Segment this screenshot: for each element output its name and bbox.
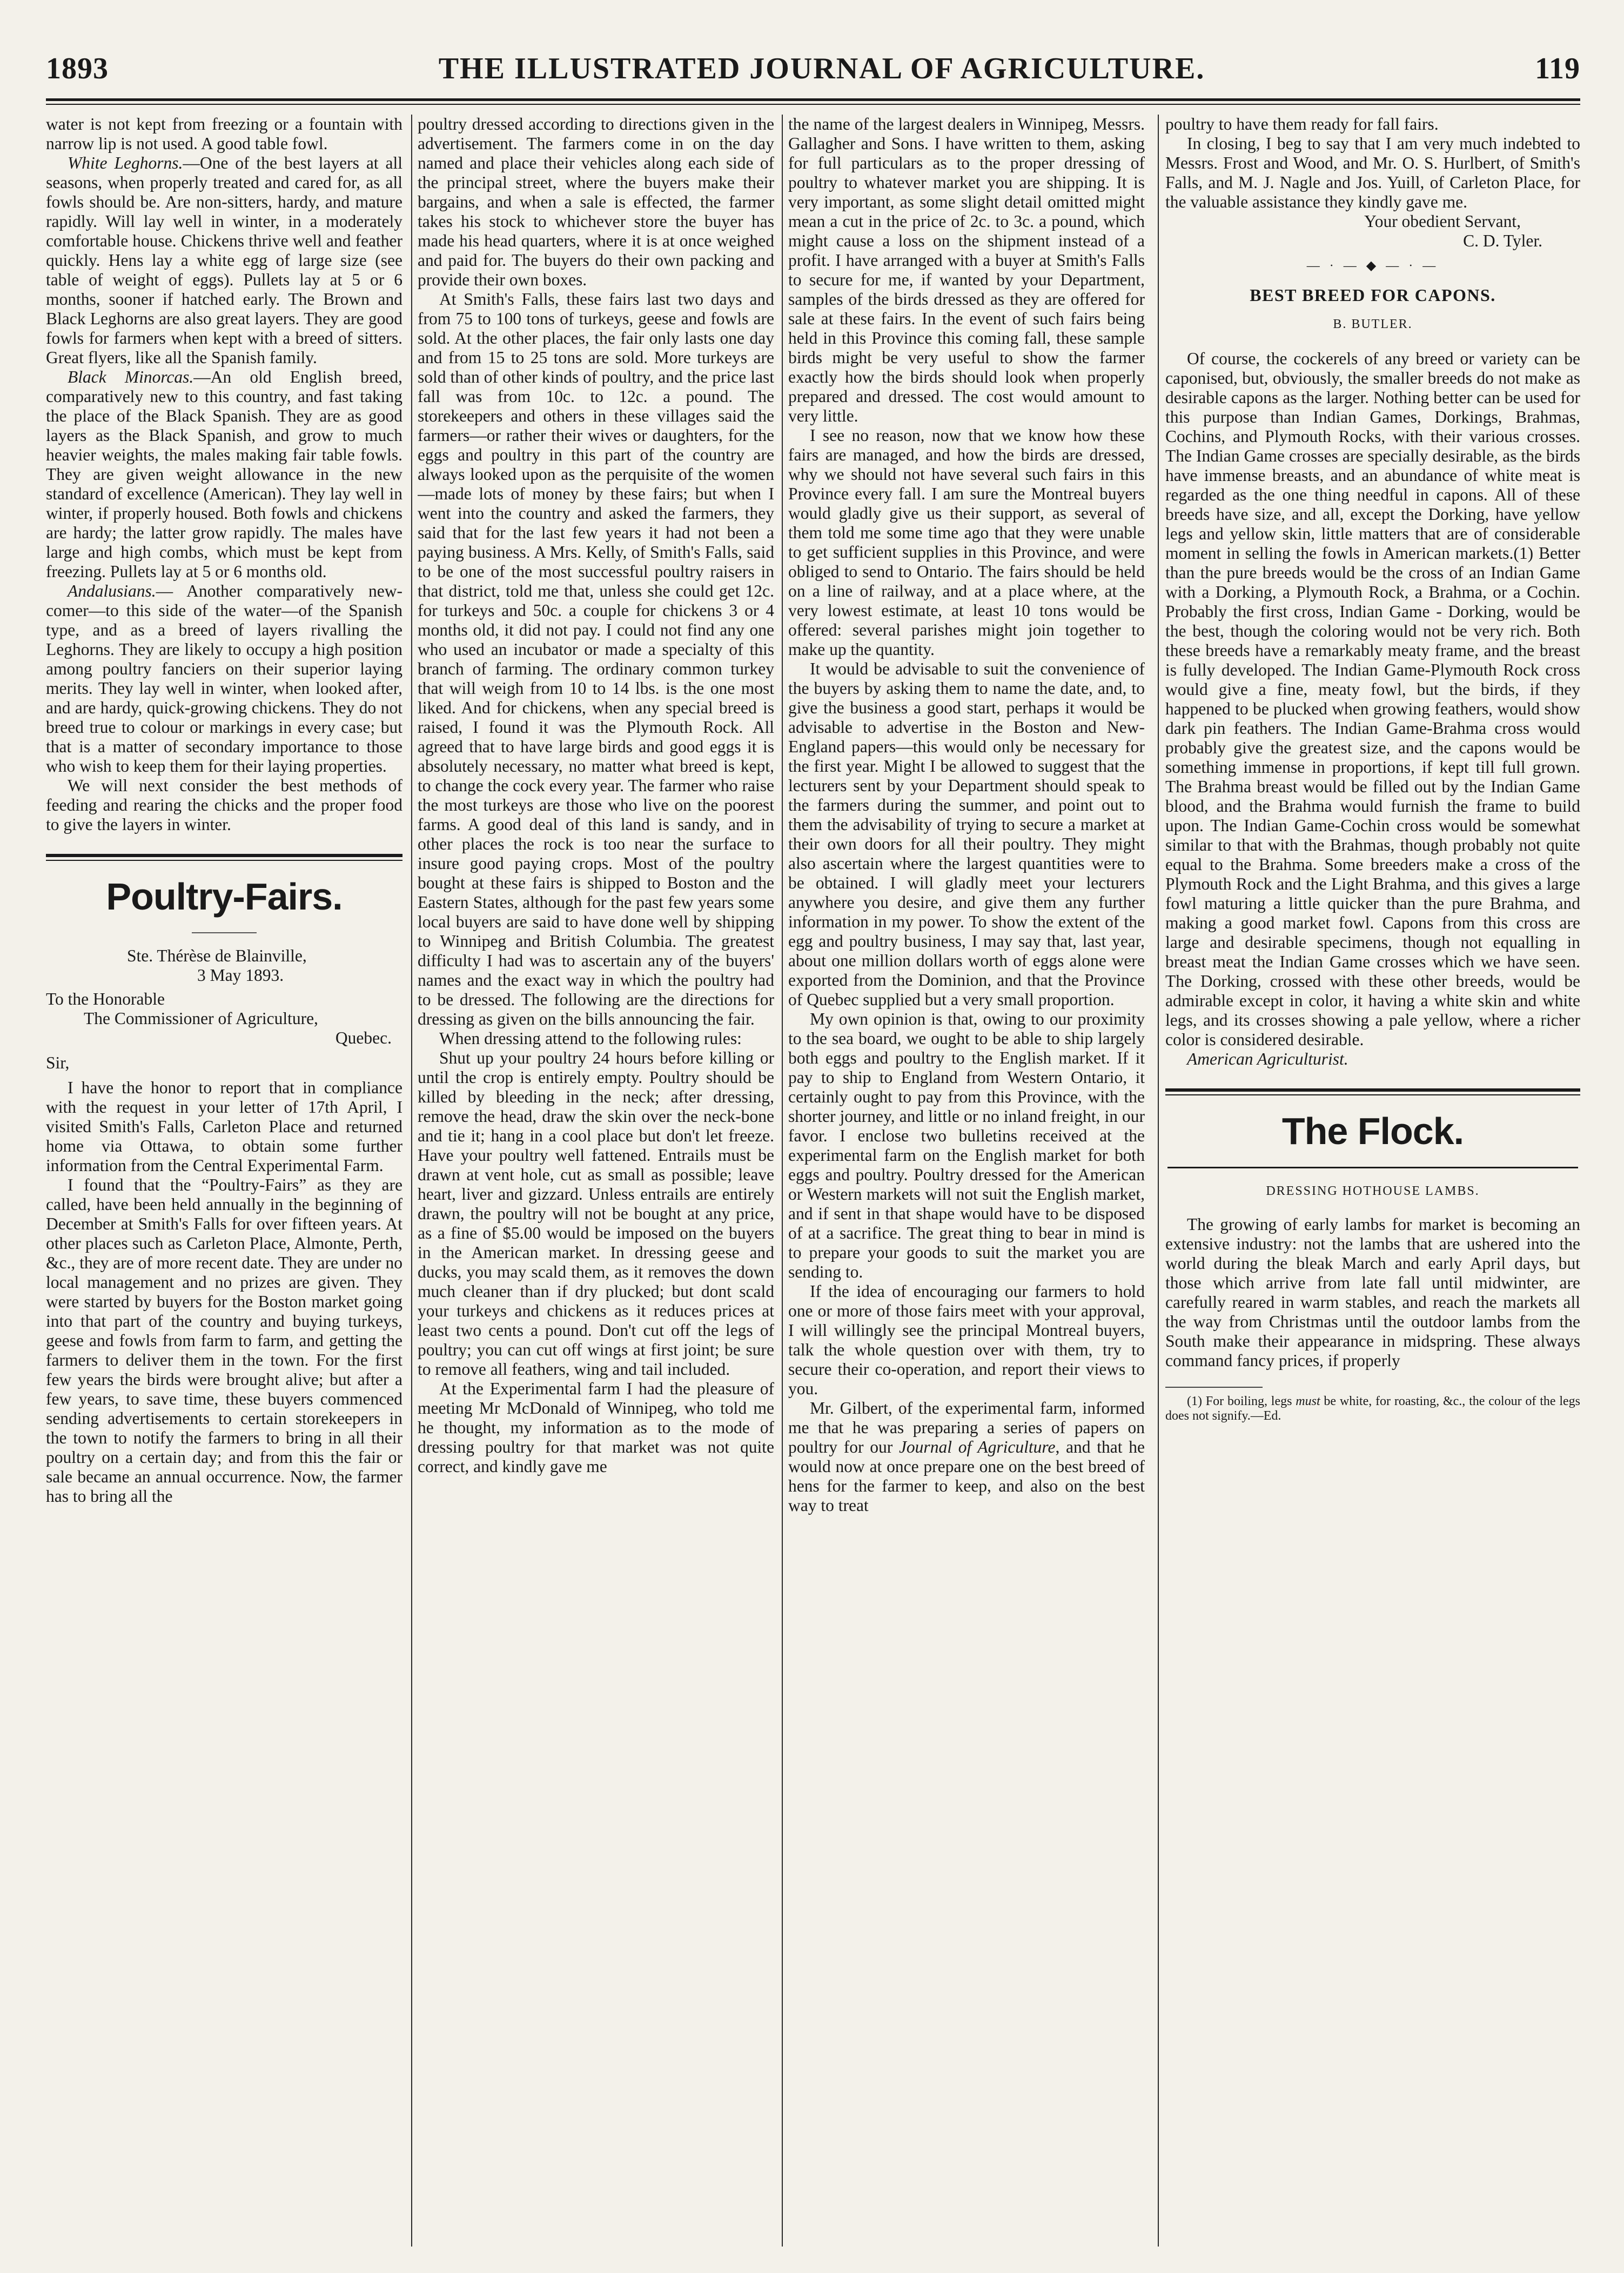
breed-name: Andalusians. (68, 581, 156, 600)
breed-name: White Leghorns. (68, 153, 183, 172)
sub-heading: DRESSING HOTHOUSE LAMBS. (1266, 1184, 1480, 1198)
section-rule (46, 854, 402, 857)
column-1 (46, 115, 402, 2255)
paragraph: water is not kept from freezing or a fountain with narrow lip is not used. A good table fowl. (46, 115, 402, 153)
letter-date: 3 May 1893. (197, 966, 284, 985)
footnote (1165, 1394, 1580, 1423)
paragraph: At the Experimental farm I had the pleasure of meeting Mr McDonald of Winnipeg, who told me he thought, my information as to the mode of dressing poultry for that market was not quite correct, and kindly gave me (418, 1379, 774, 1476)
signature: C. D. Tyler. (1463, 231, 1542, 250)
letter-addressee: To the Honorable (46, 990, 165, 1008)
paragraph: I have the honor to report that in compliance with the request in your letter of 17th April, I visited Smith's Falls, Carleton Place and returned home via Ottawa, to obtain some further information from the Central Experimental Farm. (46, 1078, 402, 1175)
paragraph: In closing, I beg to say that I am very much indebted to Messrs. Frost and Wood, and Mr. O. S. Hurlbert, of Smith's Falls, and M. J. Nagle and Jos. Yuill, of Carleton Place, for the valuable assistance they kindly gave me. (1165, 134, 1580, 211)
paragraph: the name of the largest dealers in Winnipeg, Messrs. Gallagher and Sons. I have written to them, asking for full particulars as to the proper dressing of poultry to whatever market you are shipping. It is very important, as some slight detail omitted might mean a cut in the price of 2c. to 3c. a pound, which might cause a loss on the shipment instead of a profit. I have arranged with a buyer at Smith's Falls to secure for me, if wanted by your Department, samples of the birds dressed as they are offered for sale at these fairs. In the event of such fairs being held in this Province this coming fall, these sample birds might be very useful to show the farmer exactly how the birds should look when properly prepared and dressed. The cost would amount to very little. (788, 115, 1145, 425)
page-number: 119 (1535, 52, 1580, 85)
paragraph: My own opinion is that, owing to our proximity to the sea board, we ought to be able to ship largely both eggs and poultry to the English market. If it pay to ship to England from Western Ontario, it certainly ought to pay from this Province, with the shorter journey, and little or no inland freight, in our favor. I enclose two bulletins received at the experimental farm on the English market for both eggs and poultry. Poultry dressed for the American or Western markets will not suit the English market, and if sent in that shape would have to be disposed of at a sacrifice. The great thing to bear in mind is to prepare your goods to suit the market you are sending to. (788, 1010, 1145, 1281)
divider: — · — ◆ — · — (1306, 259, 1439, 273)
header-rule (46, 98, 1580, 101)
paragraph: At Smith's Falls, these fairs last two days and from 75 to 100 tons of turkeys, geese and fowls are sold. At the other places, the fair only lasts one day and from 15 to 25 tons are sold. More turkeys are sold than of other kinds of poultry, and the price last fall was from 10c. to 12c. a pound. The storekeepers and others in these villages said the farmers—or rather their wives or daughters, for the eggs and poultry in this part of the country are always looked upon as the perquisite of the women—made lots of money by these fairs; but when I went into the country and asked the farmers, they said that for the last few years it had not been a paying business. A Mrs. Kelly, of Smith's Falls, said to be one of the most successful poultry raisers in that district, told me that, unless she could get 12c. for turkeys and 50c. a couple for chickens 3 or 4 months old, it did not pay. I could not find any one who used an incubator or made a specialty of this branch of farming. The ordinary common turkey that will weigh from 10 to 14 lbs. is the one most liked. And for chickens, when any special breed is raised, I found it was the Plymouth Rock. All agreed that to have large birds and good eggs it is absolutely necessary, no matter what breed is kept, to change the cock every year. The farmer who raise the most turkeys are those who live on the poorest farms. A good deal of this land is sandy, and in other places the rock is too near the surface to insure good paying crops. Most of the poultry bought at these fairs is shipped to Boston and the Eastern States, although for the past few years some local buyers are said to have done well by shipping to Winnipeg and British Columbia. The greatest difficulty I had was to ascertain any of the buyers' names and the exact way in which the poultry had to be dressed. The following are the directions for dressing as given on the bills announcing the fair. (418, 290, 774, 1028)
section-rule-thin (46, 860, 402, 861)
journal-name: Journal of Agriculture (898, 1438, 1056, 1456)
paragraph: When dressing attend to the following rules: (439, 1029, 742, 1048)
running-head (46, 51, 1580, 95)
heading-underline (192, 932, 257, 933)
section-rule (1165, 1088, 1580, 1092)
year: 1893 (46, 52, 109, 85)
byline: B. BUTLER. (1333, 317, 1413, 331)
paragraph (46, 153, 402, 367)
journal-title: THE ILLUSTRATED JOURNAL OF AGRICULTURE. (438, 52, 1205, 85)
paragraph: Of course, the cockerels of any breed or variety can be caponised, but, obviously, the smaller breeds do not make as desirable capons as the larger. Nothing better can be used for this purpose than Indian Games, Dorkings, Brahmas, Cochins, and Plymouth Rocks, with their various crosses. The Indian Game crosses are specially desirable, as the birds have immense breasts, and an abundance of white meat is regarded as the one thing needful in capons. All of these breeds have size, and all, except the Dorking, have yellow legs and yellow skin, little matters that are of considerable moment in selling the fowls in American markets.(1) Better than the pure breeds would be the cross of an Indian Game with a Dorking, a Plymouth Rock, a Brahma, or a Cochin. Probably the first cross, Indian Game - Dorking, would be the best, though the coloring would not be very rich. Both these breeds have a remarkably meaty frame, and the breast is fully developed. The Indian Game-Plymouth Rock cross would give a fine, meaty fowl, but the birds, if they happened to be plucked when growing feathers, would show dark pin feathers. The Indian Game-Brahma cross would probably give the greatest size, and the capons would be something immense in proportions, if kept till full grown. The Brahma breast would be filled out by the Indian Game blood, and the Brahma would furnish the frame to build upon. The Indian Game-Cochin cross would be somewhat similar to that with the Brahmas, though probably not quite equal to the Brahma. Some breeders make a cross of the Plymouth Rock and the Light Brahma, and this gives a large fowl maturing a little quicker than the pure Brahma, and making a good market fowl. Capons from this cross are large and desirable specimens, though not equalling in breast meat the Indian Game crosses which we have seen. The Dorking, crossed with these other breeds, would be admirable except in color, it having a white skin and white legs, and its crosses showing a pale yellow, where a richer color is considered desirable. (1165, 349, 1580, 1049)
column-4 (1165, 115, 1580, 2255)
letter-place: Ste. Thérèse de Blainville, (127, 946, 307, 965)
paragraph-text: —An old English breed, comparatively new to this country, and fast taking the place of the Black Spanish. They are as good layers as the Black Spanish, and grow to much heavier weights, the males making fair table fowls. They are given weight allowance in the new standard of excellence (American). They lay well in winter, if properly housed. Both fowls and chickens are hardy; the latter grow rapidly. The males have large and high combs, which must be kept from freezing. Pullets lay at 5 or 6 months old. (46, 367, 402, 581)
section-heading: Poultry-Fairs. (106, 875, 343, 918)
paragraph: I see no reason, now that we know how these fairs are managed, and how the birds are dressed, why we should not have several such fairs in this Province every fall. I am sure the Montreal buyers would gladly give us their support, as several of them told me some time ago that they were unable to get sufficient supplies in this Province, and were obliged to send to Ontario. The fairs should be held on a line of railway, and at a place where, at the very lowest estimate, at least 10 tons would be offered: several parishes might join together to make up the quantity. (788, 426, 1145, 659)
salutation: Sir, (46, 1053, 70, 1072)
column-rule (411, 115, 412, 2247)
source-text: American Agriculturist. (1187, 1049, 1348, 1068)
paragraph: Shut up your poultry 24 hours before killing or until the crop is entirely empty. Poultry should be killed by bleeding in the neck; after dressing, remove the head, draw the skin over the neck-bone and tie it; hang in a cool place but don't let freeze. Have your poultry well fattened. Entrails must be drawn at vent hole, cut as small as possible; leave heart, liver and gizzard. Unless entrails are entirely drawn, the poultry will not be bought at any price, as a fine of $5.00 would be imposed on the buyers in the American market. In dressing geese and ducks, you may scald them, as it removes the down much cleaner than if dry plucked; but dont scald your turkeys and chickens as it reduces prices at least two cents a pound. Don't cut off the legs of poultry; you can cut off wings at first joint; be sure to remove all feathers, wing and tail included. (418, 1048, 774, 1379)
column-rule (1158, 115, 1159, 2247)
section-heading: The Flock. (1281, 1110, 1464, 1152)
column-2 (418, 115, 774, 2255)
breed-name: Black Minorcas. (68, 367, 194, 386)
source-credit (1165, 1049, 1580, 1069)
letter-addressee: The Commissioner of Agriculture, (84, 1009, 318, 1028)
footnote-text: be white, for roasting, &c., the colour of the legs does not signify.—Ed. (1165, 1394, 1580, 1423)
paragraph (788, 1399, 1145, 1515)
paragraph-text: —One of the best layers at all seasons, when properly treated and cared for, as all fowls should be. Are non-sitters, hardy, and mature rapidly. Will lay well in winter, in a moderately comfortable house. Chickens thrive well and feather quickly. Hens lay a white egg of large size (see table of weight of eggs). Pullets lay at 5 or 6 months, sooner if hatched early. The Brown and Black Leghorns are also great layers. They are good fowls for farmers when kept with a breed of sitters. Great flyers, like all the Spanish family. (46, 153, 402, 367)
footnote-emphasis: must (1296, 1394, 1320, 1408)
paragraph: We will next consider the best methods of feeding and rearing the chicks and the proper food to give the layers in winter. (46, 776, 402, 834)
paragraph: It would be advisable to suit the convenience of the buyers by asking them to name the date, and, to give the business a good start, perhaps it would be advisable to advertise in the Boston and New-England papers—this would only be necessary for the first year. Might I be allowed to suggest that the lecturers sent by your Department should speak to the farmers during the summer, and point out to them the advisability of trying to secure a market at their own doors for all their poultry. They might also ascertain where the largest quantities were to be obtained. I will gladly meet your lecturers anywhere you desire, and give them any further information in my power. To show the extent of the egg and poultry business, I may say that, last year, about one million dollars worth of eggs alone were exported from the Dominion, and that the Province of Quebec supplied but a very small proportion. (788, 659, 1145, 1009)
footnote-rule (1165, 1387, 1263, 1388)
paragraph-text: — Another comparatively new-comer—to this side of the water—of the Spanish type, and as a breed of layers rivalling the Leghorns. They are likely to occupy a high position among poultry fanciers on their superior laying merits. They lay well in winter, when looked after, and are hardy, quick-growing chickens. They do not breed true to colour or markings in every case; but that is a matter of secondary importance to those who wish to keep them for their laying properties. (46, 581, 402, 776)
paragraph (46, 581, 402, 776)
article-heading: BEST BREED FOR CAPONS. (1250, 285, 1496, 305)
paragraph: If the idea of encouraging our farmers to hold one or more of those fairs meet with your approval, I will willingly see the principal Montreal buyers, talk the whole question over with them, try to secure their co-operation, and report their views to you. (788, 1282, 1145, 1398)
section-rule-thin (1165, 1094, 1580, 1095)
column-3 (788, 115, 1145, 2255)
header-rule-thin (46, 104, 1580, 105)
paragraph: The growing of early lambs for market is becoming an extensive industry: not the lambs that are ushered into the world during the bleak March and early April days, but those which arrive from late fall until midwinter, are carefully reared in warm stables, and reach the markets all the way from Christmas until the outdoor lambs from the South make their appearance in midspring. These always command fancy prices, if properly (1165, 1215, 1580, 1370)
column-rule (782, 115, 783, 2247)
paragraph: I found that the “Poultry-Fairs” as they are called, have been held annually in the beginning of December at Smith's Falls for over fifteen years. At other places such as Carleton Place, Almonte, Perth, &c., they are of more recent date. They are under no local management and no prizes are given. They were started by buyers for the Boston market going into that part of the country and buying turkeys, geese and fowls from farm to farm, and getting the farmers to deliver them in the town. For the first few years the birds were brought alive; but after a few years, to save time, these buyers commenced sending advertisements to certain storekeepers in the town to notify the farmers to bring in all their poultry on a certain day; and from this the fair or sale became an annual occurrence. Now, the farmer has to bring all the (46, 1175, 402, 1506)
paragraph-text: , and that he would now at once prepare one on the best breed of hens for the farmer to keep, and also on the best way to treat (788, 1438, 1145, 1515)
footnote-text: (1) For boiling, legs (1187, 1394, 1296, 1408)
paragraph: poultry dressed according to directions given in the advertisement. The farmers come in on the day named and place their vehicles along each side of the principal street, where the buyers make their bargains, and when a sale is effected, the farmer takes his stock to whichever store the buyer has made his head quarters, where it is at once weighed and paid for. The buyers do their own packing and provide their own boxes. (418, 115, 774, 289)
paragraph-text: Mr. Gilbert, of the experimental farm, informed me that he was preparing a series of papers on poultry for our (788, 1399, 1145, 1456)
closing: Your obedient Servant, (1364, 212, 1521, 231)
heading-underline (1167, 1167, 1578, 1168)
paragraph (46, 367, 402, 581)
paragraph: poultry to have them ready for fall fairs. (1165, 115, 1439, 133)
letter-addressee: Quebec. (335, 1028, 392, 1047)
